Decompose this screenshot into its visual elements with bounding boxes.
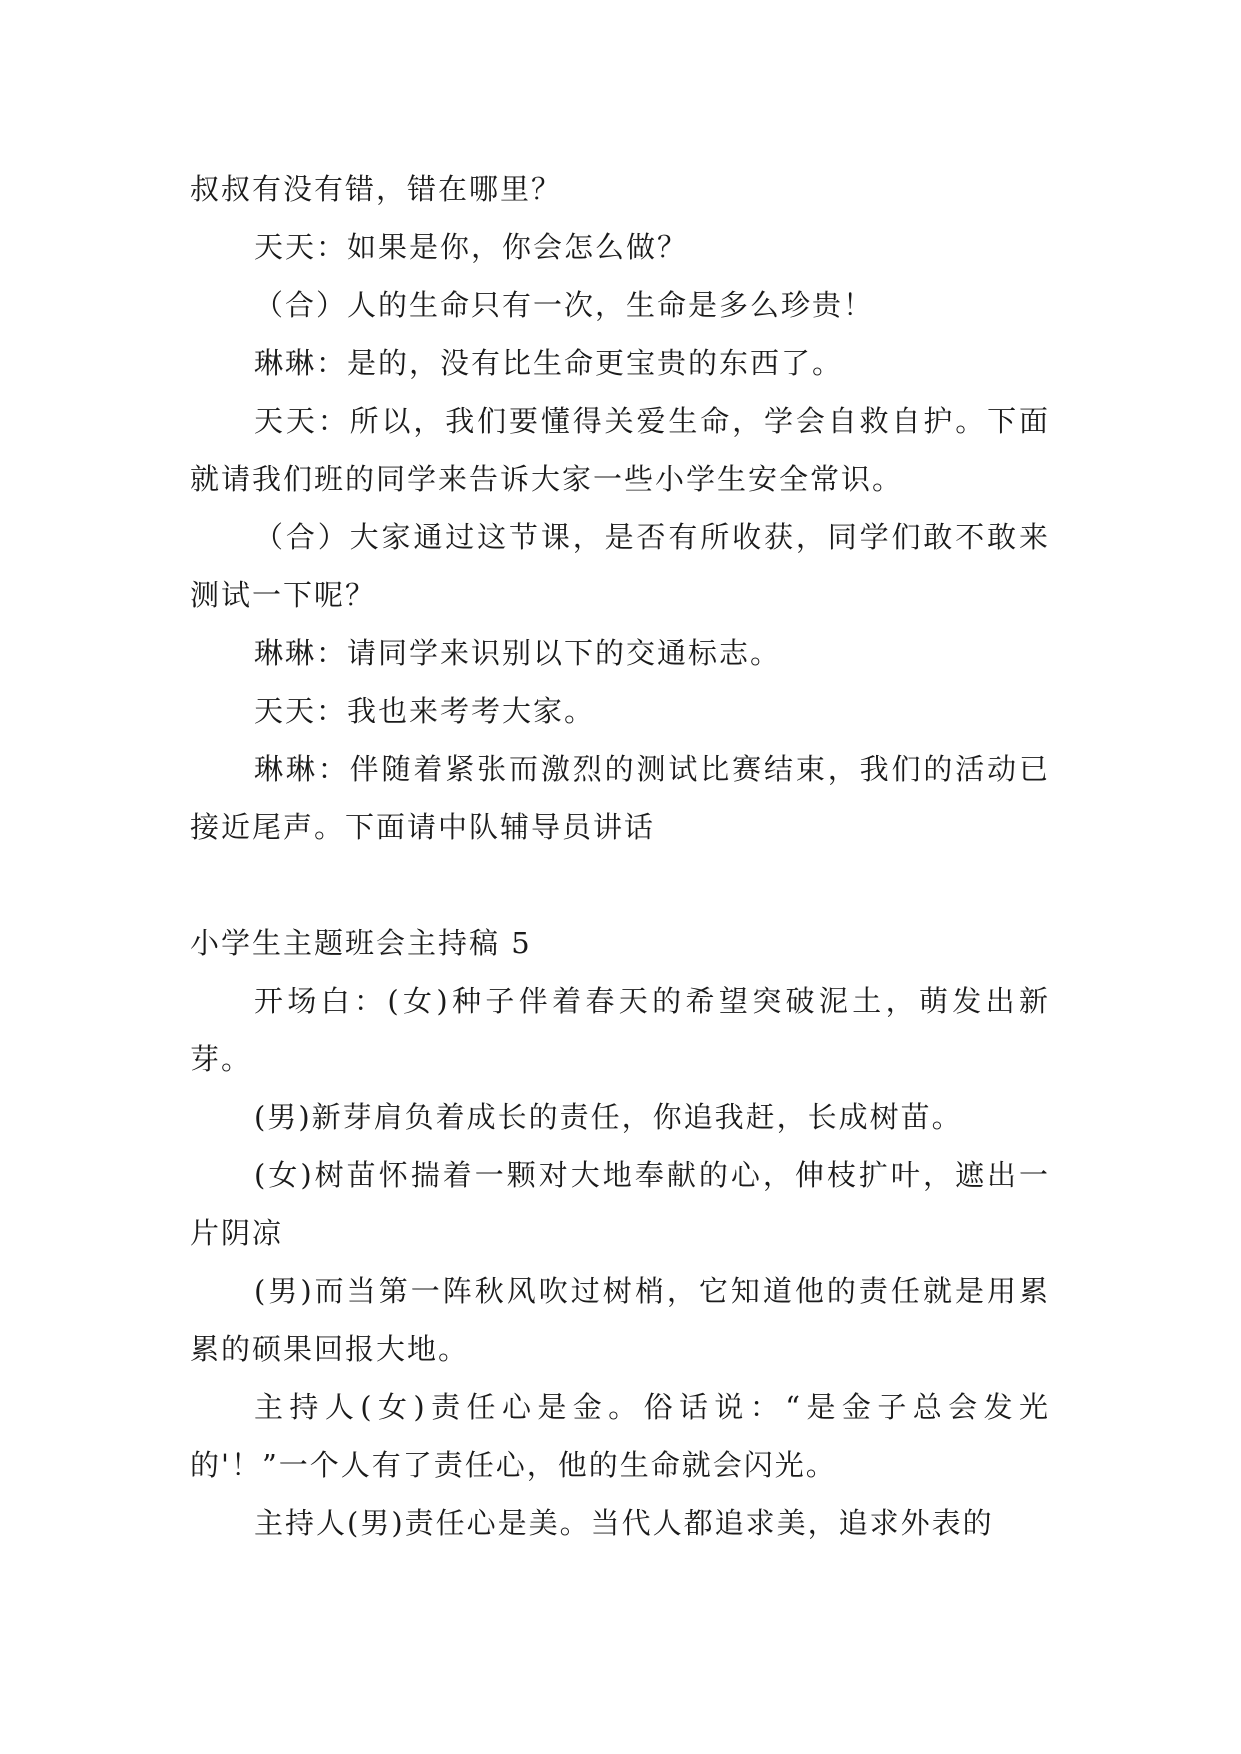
paragraph: 叔叔有没有错，错在哪里？ [190,172,563,206]
paragraph: 天天：我也来考考大家。 [254,694,596,728]
paragraph: 琳琳：伴随着紧张而激烈的测试比赛结束，我们的活动已接近尾声。下面请中队辅导员讲话 [190,752,1050,844]
section-title: 小学生主题班会主持稿 5 [190,926,532,960]
paragraph: (男)新芽肩负着成长的责任，你追我赶，长成树苗。 [254,1100,963,1134]
paragraph: (女)树苗怀揣着一颗对大地奉献的心，伸枝扩叶，遮出一片阴凉 [190,1158,1050,1250]
paragraph: (男)而当第一阵秋风吹过树梢，它知道他的责任就是用累累的硕果回报大地。 [190,1274,1050,1366]
paragraph: 琳琳：是的，没有比生命更宝贵的东西了。 [254,346,844,380]
paragraph: 琳琳：请同学来识别以下的交通标志。 [254,636,782,670]
paragraph: 天天：所以，我们要懂得关爱生命，学会自救自护。下面就请我们班的同学来告诉大家一些小学生安全常识。 [190,404,1050,496]
paragraph: 主持人(女)责任心是金。俗话说：“是金子总会发光的'！”一个人有了责任心，他的生命就会闪光。 [190,1390,1050,1482]
paragraph: 主持人(男)责任心是美。当代人都追求美，追求外表的 [254,1506,994,1540]
paragraph: 天天：如果是你，你会怎么做？ [254,230,689,264]
paragraph: （合）人的生命只有一次，生命是多么珍贵！ [254,288,875,322]
document-body [190,160,1050,1552]
paragraph: （合）大家通过这节课，是否有所收获，同学们敢不敢来测试一下呢？ [190,520,1050,612]
paragraph: 开场白：(女)种子伴着春天的希望突破泥土，萌发出新芽。 [190,984,1050,1076]
